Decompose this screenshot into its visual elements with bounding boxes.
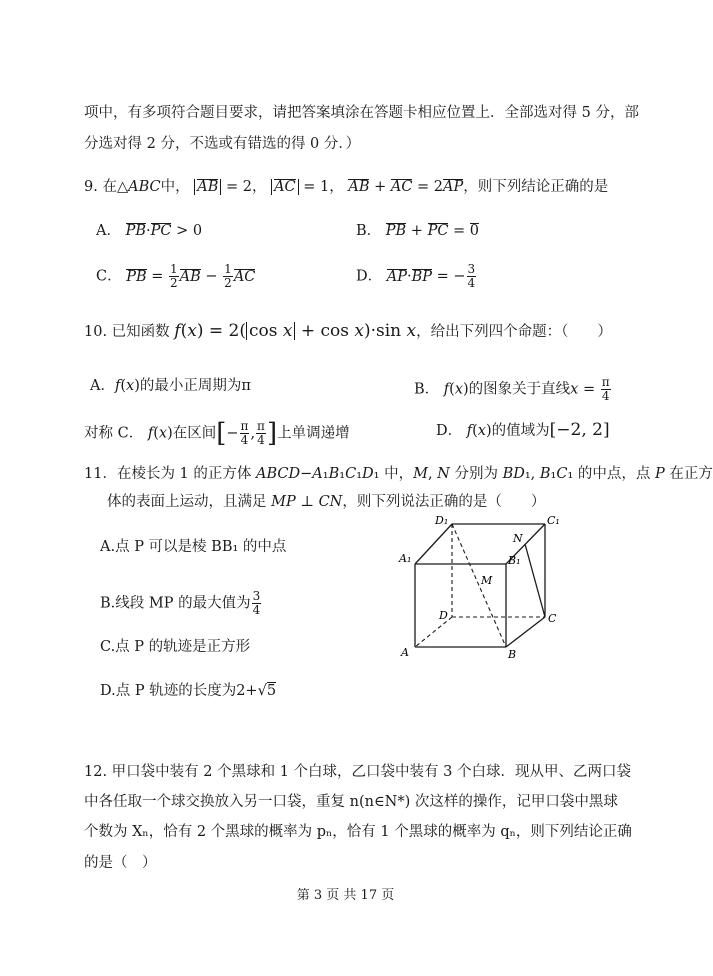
label-M: M (481, 574, 493, 587)
intro-line-1: 项中，有多项符合题目要求，请把答案填涂在答题卡相应位置上．全部选对得 5 分，部 (84, 105, 639, 121)
q12-line-3: 个数为 Xₙ，恰有 2 个黑球的概率为 pₙ，恰有 1 个黑球的概率为 qₙ，则下列结论正确 (84, 824, 632, 840)
label-D: D (439, 609, 448, 622)
cube-figure (395, 512, 575, 662)
q9-option-c: C． PB = $\frac{1}{2}$ AB − $\frac{1}{2}$ AC (96, 262, 256, 290)
q11-option-d: D.点 P 轨迹的长度为2+√5 (100, 683, 277, 699)
q12-line-1: 12. 甲口袋中装有 2 个黑球和 1 个白球，乙口袋中装有 3 个白球．现从甲、乙两口袋 (84, 764, 631, 780)
label-B1: B₁ (508, 554, 521, 567)
q11-option-b: B.线段 MP 的最大值为 $\frac{3}{4}$ (100, 589, 261, 617)
label-N: N (513, 532, 523, 545)
q9-stem: 9. 在△ABC中， AB = 2， AC = 1， AB + AC = 2AP，则下列结论正确的是 (84, 179, 609, 195)
q10-stem: 10. 已知函数 f(x) = 2( cos x + cos x)·sin x，给出下列四个命题：（ ） (84, 321, 612, 341)
label-A: A (401, 646, 409, 659)
label-C1: C₁ (547, 514, 560, 527)
q10-option-b: B． f(x)的图象关于直线x = $\frac{\pi}{4}$ (414, 375, 610, 403)
q9-option-a: A． PB·PC > 0 (96, 223, 203, 239)
q10-option-a: A．f(x)的最小正周期为π (90, 378, 251, 394)
q11-option-c: C.点 P 的轨迹是正方形 (100, 639, 251, 655)
q9-option-b: B． PB + PC = 0 (356, 223, 480, 239)
q10-option-c: 对称 C． f(x)在区间[− $\frac{\pi}{4}$ , $\frac{\pi}{4}$ ]上单调递增 (84, 418, 350, 449)
q9-option-d: D． AP·BP = − $\frac{3}{4}$ (356, 262, 476, 290)
q11-option-a: A.点 P 可以是棱 BB₁ 的中点 (100, 539, 287, 555)
page-footer: 第 3 页 共 17 页 (296, 888, 395, 903)
q12-line-4: 的是（ ） (84, 855, 157, 871)
intro-line-2: 分选对得 2 分，不选或有错选的得 0 分．） (84, 136, 361, 152)
q11-stem-line-2: 体的表面上运动，且满足 MP ⊥ CN，则下列说法正确的是（ ） (107, 494, 546, 510)
label-C: C (548, 612, 557, 625)
label-A1: A₁ (399, 552, 412, 565)
q11-stem-line-1: 11．在棱长为 1 的正方体 ABCD−A₁B₁C₁D₁ 中，M, N 分别为 BD₁, B₁C₁ 的中点，点 P 在正方 (84, 466, 713, 482)
label-B: B (508, 648, 517, 661)
label-D1: D₁ (435, 514, 449, 527)
q12-line-2: 中各任取一个球交换放入另一口袋，重复 n(n∈N*) 次这样的操作，记甲口袋中黑球 (84, 794, 618, 810)
q10-option-d: D． f(x)的值域为[−2, 2] (436, 420, 610, 440)
